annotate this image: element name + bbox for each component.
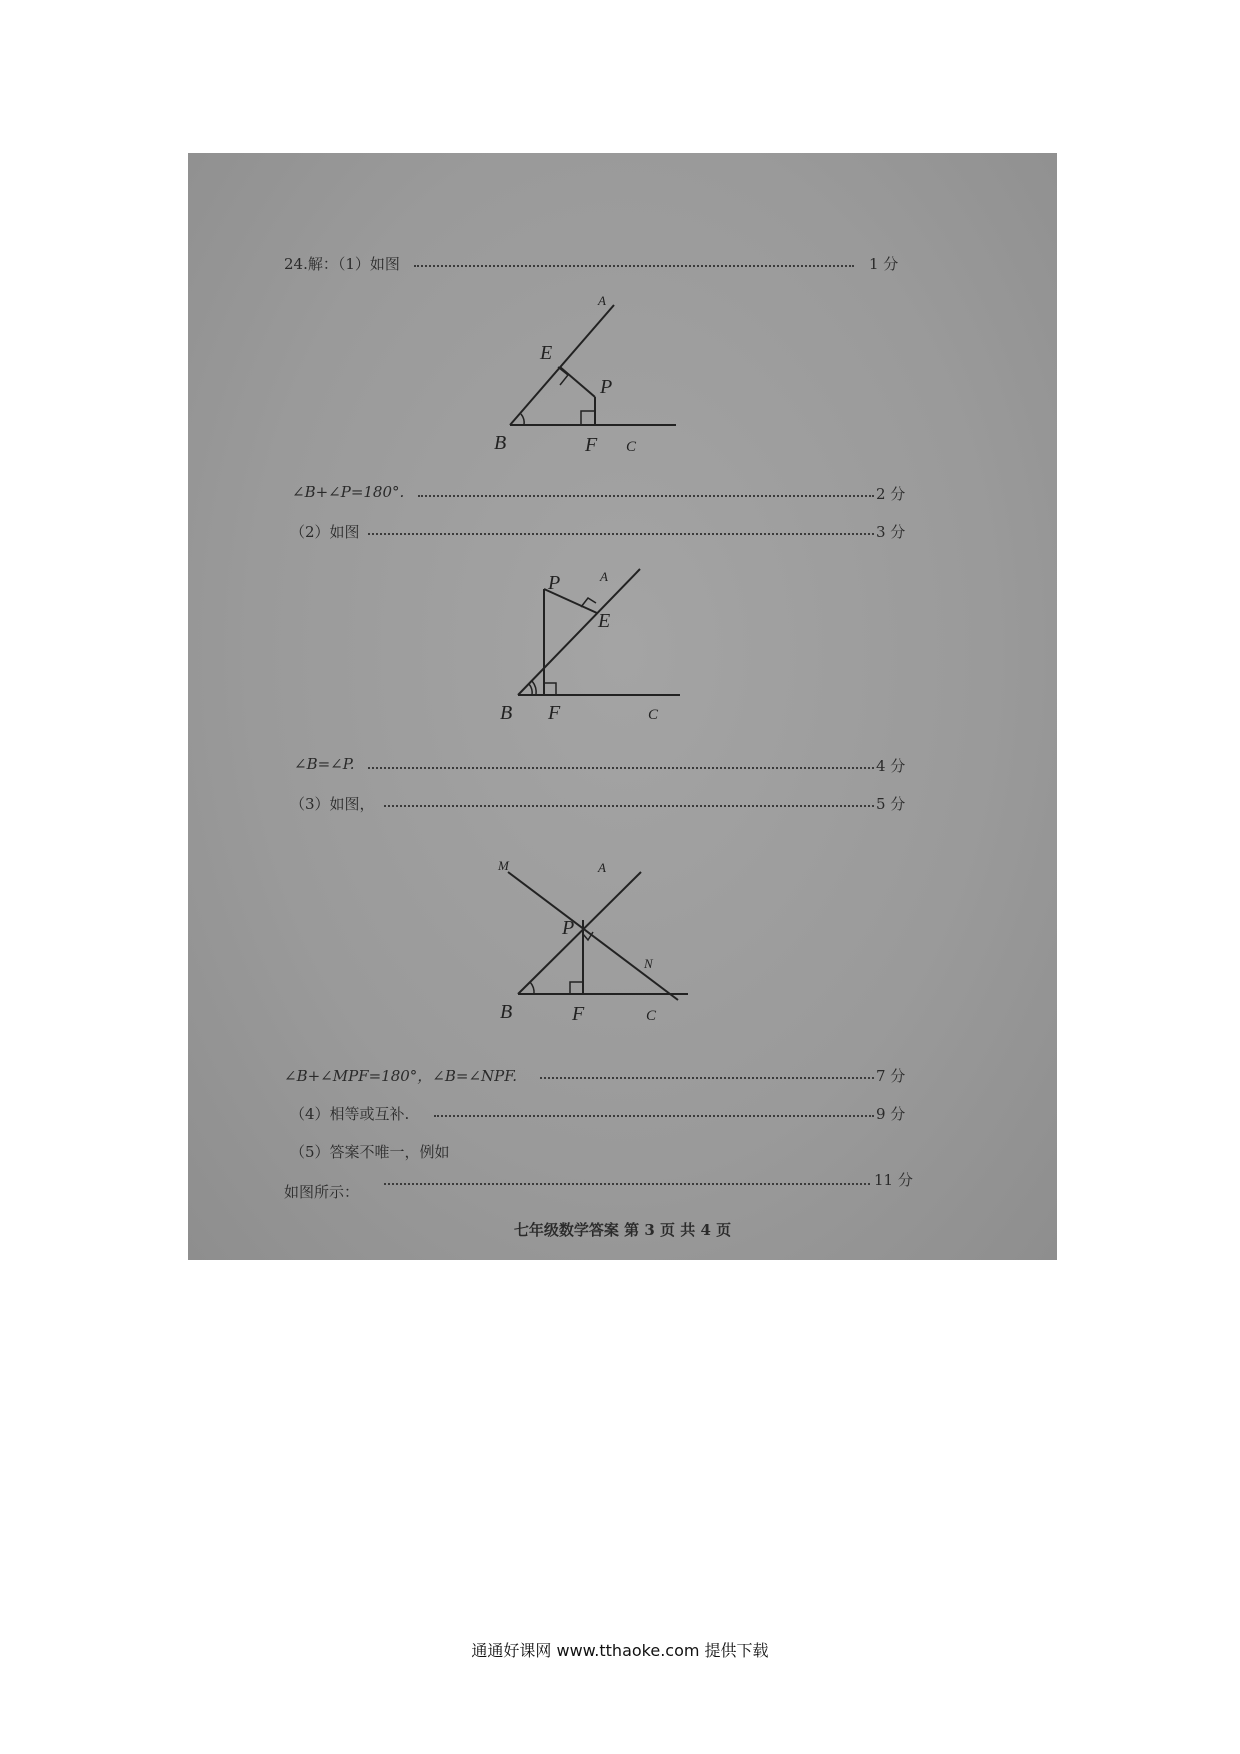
label-C: C bbox=[648, 707, 659, 723]
dot-leader bbox=[540, 1077, 874, 1079]
page-footer: 七年级数学答案 第 3 页 共 4 页 bbox=[513, 1221, 732, 1239]
part5-answer: （5）答案不唯一，例如 bbox=[290, 1143, 450, 1161]
score-label: 9 分 bbox=[876, 1105, 906, 1123]
label-E: E bbox=[598, 610, 611, 632]
dot-leader bbox=[384, 1183, 870, 1185]
part2-result: ∠B=∠P. bbox=[294, 755, 355, 773]
label-M: M bbox=[498, 858, 509, 873]
dot-leader bbox=[384, 805, 874, 807]
label-A: A bbox=[600, 569, 608, 584]
right-angle-F bbox=[570, 982, 583, 994]
part1-result: ∠B+∠P=180°. bbox=[292, 483, 405, 501]
right-angle-E bbox=[581, 598, 596, 607]
score-label: 1 分 bbox=[869, 255, 899, 273]
label-F: F bbox=[572, 1003, 585, 1025]
label-N: N bbox=[644, 956, 653, 971]
angle-B-arc bbox=[530, 982, 534, 994]
score-label: 3 分 bbox=[876, 523, 906, 541]
score-label: 7 分 bbox=[876, 1067, 906, 1085]
dot-leader bbox=[368, 533, 874, 535]
dot-leader bbox=[434, 1115, 874, 1117]
line-BA bbox=[510, 305, 614, 425]
line-BA bbox=[518, 569, 640, 695]
label-F: F bbox=[585, 434, 598, 456]
score-label: 11 分 bbox=[874, 1171, 913, 1189]
part3-result: ∠B+∠MPF=180°，∠B=∠NPF. bbox=[284, 1067, 518, 1085]
dot-leader bbox=[418, 495, 874, 497]
right-angle-F bbox=[544, 683, 556, 695]
solution-header: 24.解：（1）如图 bbox=[284, 255, 400, 273]
label-E: E bbox=[540, 342, 553, 364]
label-P: P bbox=[562, 917, 575, 939]
label-B: B bbox=[500, 702, 513, 724]
label-B: B bbox=[500, 1001, 513, 1023]
line-MN bbox=[508, 872, 678, 1000]
part2-intro: （2）如图 bbox=[290, 523, 360, 541]
part5-continuation: 如图所示： bbox=[284, 1183, 360, 1201]
site-footer: 通通好课网 www.tthaoke.com 提供下载 bbox=[471, 1641, 769, 1660]
line-BA bbox=[518, 872, 641, 994]
label-P: P bbox=[600, 376, 613, 398]
label-C: C bbox=[646, 1008, 657, 1024]
score-label: 2 分 bbox=[876, 485, 906, 503]
part4-answer: （4）相等或互补. bbox=[290, 1105, 410, 1123]
figure-1 bbox=[488, 293, 708, 467]
label-A: A bbox=[598, 293, 606, 308]
label-A: A bbox=[598, 860, 606, 875]
figure-3 bbox=[498, 858, 718, 1032]
right-angle-F bbox=[581, 411, 595, 425]
score-label: 5 分 bbox=[876, 795, 906, 813]
label-C: C bbox=[626, 439, 637, 455]
angle-B-arc bbox=[521, 414, 524, 425]
scanned-answer-sheet bbox=[188, 153, 1057, 1260]
part3-intro: （3）如图， bbox=[290, 795, 375, 813]
label-B: B bbox=[494, 432, 507, 454]
dot-leader bbox=[414, 265, 854, 267]
figure-2 bbox=[498, 563, 718, 727]
label-F: F bbox=[548, 702, 561, 724]
angle-B-arc bbox=[529, 684, 532, 695]
label-P: P bbox=[548, 572, 561, 594]
dot-leader bbox=[368, 767, 874, 769]
score-label: 4 分 bbox=[876, 757, 906, 775]
line-EP bbox=[560, 367, 595, 397]
